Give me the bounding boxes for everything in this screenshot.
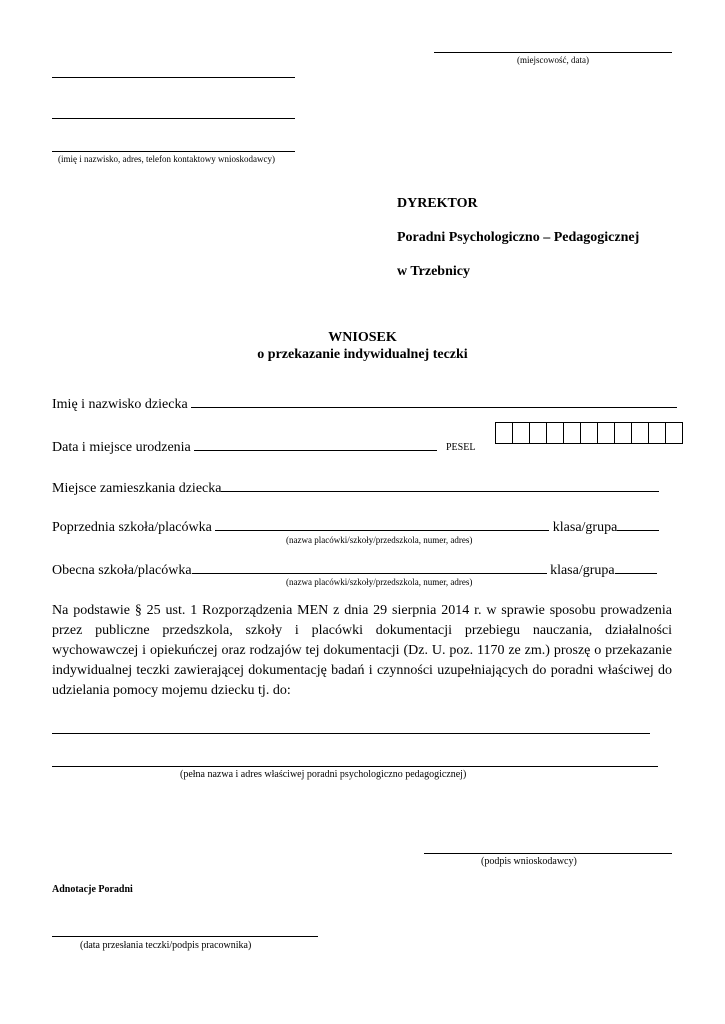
- pesel-digit-cell[interactable]: [614, 422, 631, 444]
- place-date-line[interactable]: [434, 52, 672, 53]
- prev-school-caption: (nazwa placówki/szkoły/przedszkola, numer, adres): [286, 535, 473, 545]
- current-class-input[interactable]: [615, 561, 657, 574]
- place-date-caption: (miejscowość, data): [517, 55, 589, 65]
- current-school-input[interactable]: [192, 561, 547, 574]
- pesel-digit-cell[interactable]: [495, 422, 512, 444]
- residence-label: Miejsce zamieszkania dziecka: [52, 481, 222, 496]
- recipient-city: w Trzebnicy: [397, 264, 470, 279]
- request-paragraph: Na podstawie § 25 ust. 1 Rozporządzenia MEN z dnia 29 sierpnia 2014 r. w sprawie sposobu prowadzenia przez publiczne przedszkola, szkoły i placówki dokumentacji przebiegu nauczania, działalności wychowawczej i opiekuńczej oraz rodzajów tej dokumentacji (Dz. U. poz. 1170 ze zm.) proszę o przekazanie indywidualnej teczki zawierającej dokumentację badań i czynności uzupełniających do poradni właściwej do udzielania pomocy mojemu dziecku tj. do:: [52, 603, 672, 698]
- annotations-heading: Adnotacje Poradni: [52, 884, 133, 895]
- pesel-digit-cell[interactable]: [597, 422, 614, 444]
- annotations-line[interactable]: [52, 936, 318, 937]
- signature-line[interactable]: [424, 853, 672, 854]
- page-title: WNIOSEK: [328, 330, 397, 345]
- prev-school-row: [52, 518, 659, 536]
- prev-school-input[interactable]: [215, 518, 549, 531]
- residence-input[interactable]: [221, 479, 659, 492]
- recipient-institution: Poradni Psychologiczno – Pedagogicznej: [397, 230, 640, 245]
- current-class-label: klasa/grupa: [550, 563, 615, 578]
- prev-school-label: Poprzednia szkoła/placówka: [52, 520, 212, 535]
- child-name-label: Imię i nazwisko dziecka: [52, 397, 188, 412]
- pesel-digit-cell[interactable]: [631, 422, 648, 444]
- applicant-line-2[interactable]: [52, 118, 295, 119]
- applicant-line-1[interactable]: [52, 77, 295, 78]
- birth-label: Data i miejsce urodzenia: [52, 440, 191, 455]
- clinic-line-2[interactable]: [52, 766, 658, 767]
- signature-caption: (podpis wnioskodawcy): [481, 856, 577, 867]
- clinic-line-1[interactable]: [52, 733, 650, 734]
- annotations-caption: (data przesłania teczki/podpis pracownika): [80, 940, 252, 951]
- prev-class-label: klasa/grupa: [552, 520, 618, 535]
- current-school-label: Obecna szkoła/placówka: [52, 563, 192, 578]
- pesel-digit-cell[interactable]: [580, 422, 597, 444]
- applicant-line-3[interactable]: [52, 151, 295, 152]
- birth-input[interactable]: [194, 438, 437, 451]
- child-name-input[interactable]: [191, 395, 677, 408]
- pesel-digit-cell[interactable]: [546, 422, 563, 444]
- pesel-label: PESEL: [446, 442, 476, 453]
- pesel-digit-cell[interactable]: [512, 422, 529, 444]
- child-name-row: [52, 395, 677, 413]
- pesel-input[interactable]: [495, 422, 683, 444]
- prev-class-input[interactable]: [617, 518, 659, 531]
- page-subtitle: o przekazanie indywidualnej teczki: [257, 347, 468, 362]
- residence-row: [52, 479, 659, 497]
- pesel-digit-cell[interactable]: [563, 422, 580, 444]
- current-school-caption: (nazwa placówki/szkoły/przedszkola, numer, adres): [286, 577, 473, 587]
- birth-row: [52, 438, 437, 456]
- clinic-caption: (pełna nazwa i adres właściwej poradni psychologiczno pedagogicznej): [180, 769, 467, 780]
- pesel-digit-cell[interactable]: [529, 422, 546, 444]
- recipient-title: DYREKTOR: [397, 196, 478, 211]
- pesel-digit-cell[interactable]: [665, 422, 683, 444]
- applicant-caption: (imię i nazwisko, adres, telefon kontaktowy wnioskodawcy): [58, 154, 275, 164]
- pesel-digit-cell[interactable]: [648, 422, 665, 444]
